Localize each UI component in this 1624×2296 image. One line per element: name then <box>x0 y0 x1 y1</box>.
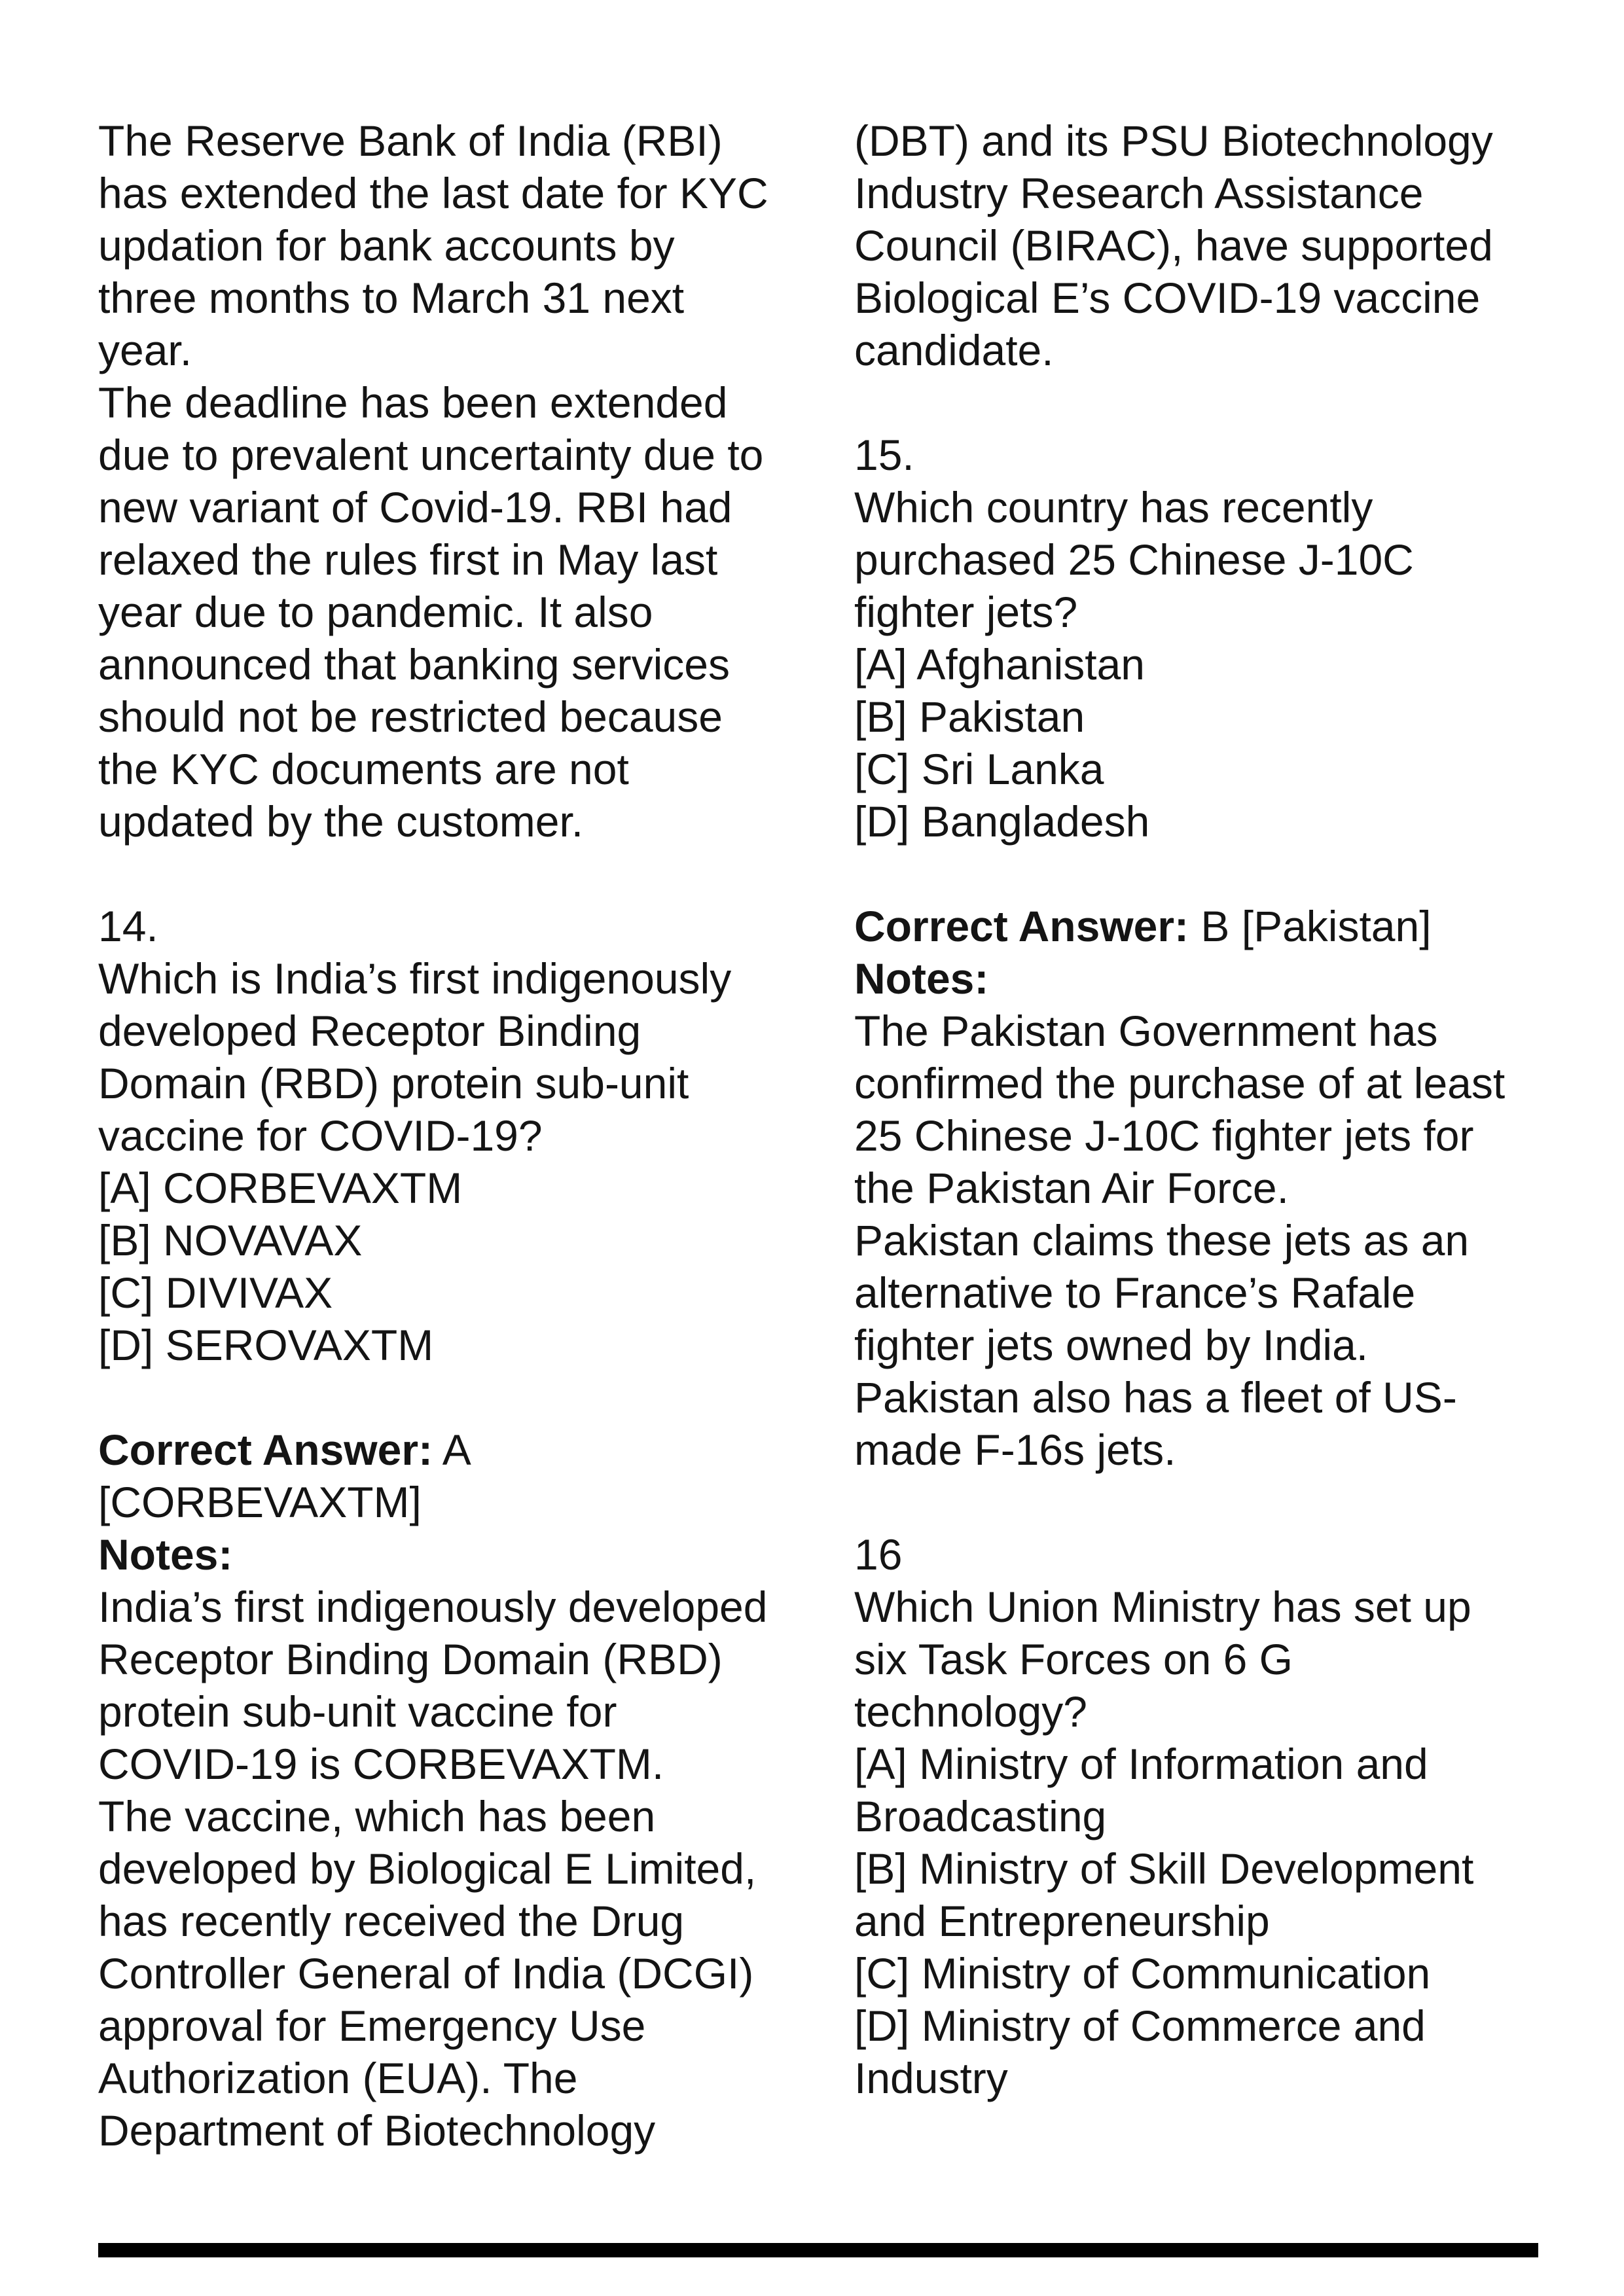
notes-text: (DBT) and its PSU Biotechnology <box>854 117 1493 165</box>
notes-heading: Notes: <box>854 954 989 1003</box>
notes-text: developed by Biological E Limited, <box>98 1844 757 1893</box>
text-line: year due to pandemic. It also <box>98 588 653 636</box>
text-line: year. <box>98 326 192 374</box>
notes-text: Receptor Binding Domain (RBD) <box>98 1635 723 1683</box>
option-c: [C] Sri Lanka <box>854 745 1104 793</box>
option-d-continued: Industry <box>854 2054 1008 2102</box>
notes-text: made F-16s jets. <box>854 1426 1176 1474</box>
option-d: [D] SEROVAXTM <box>98 1321 434 1369</box>
correct-answer-value: A <box>433 1426 471 1474</box>
footer-divider <box>98 2243 1538 2257</box>
spacer <box>854 376 1542 429</box>
text-line: updated by the customer. <box>98 797 584 846</box>
notes-text: protein sub-unit vaccine for <box>98 1687 617 1736</box>
question-14-notes-continued <box>854 115 1542 376</box>
notes-text: confirmed the purchase of at least <box>854 1059 1506 1107</box>
notes-text: candidate. <box>854 326 1054 374</box>
notes-text: has recently received the Drug <box>98 1897 685 1945</box>
text-line: three months to March 31 next <box>98 274 685 322</box>
correct-answer-value: B [Pakistan] <box>1189 902 1432 950</box>
option-d: [D] Ministry of Commerce and <box>854 2001 1426 2050</box>
question-text: six Task Forces on 6 G <box>854 1635 1293 1683</box>
correct-answer <box>854 900 1542 952</box>
option-b-continued: and Entrepreneurship <box>854 1897 1270 1945</box>
rbi-kyc-paragraph <box>98 115 812 848</box>
option-a: [A] Afghanistan <box>854 640 1145 689</box>
notes-text: Biological E’s COVID-19 vaccine <box>854 274 1481 322</box>
notes-text: The vaccine, which has been <box>98 1792 656 1840</box>
question-text: purchased 25 Chinese J-10C <box>854 535 1414 584</box>
notes-text: Industry Research Assistance <box>854 169 1424 217</box>
question-text: Which Union Ministry has set up <box>854 1583 1471 1631</box>
correct-answer-label: Correct Answer: <box>98 1426 433 1474</box>
text-line: announced that banking services <box>98 640 730 689</box>
notes-text: the Pakistan Air Force. <box>854 1164 1289 1212</box>
notes-text: 25 Chinese J-10C fighter jets for <box>854 1111 1474 1160</box>
option-a: [A] CORBEVAXTM <box>98 1164 463 1212</box>
notes-text: Controller General of India (DCGI) <box>98 1949 754 1998</box>
question-text: Domain (RBD) protein sub-unit <box>98 1059 689 1107</box>
text-line: due to prevalent uncertainty due to <box>98 431 764 479</box>
question-text: developed Receptor Binding <box>98 1007 641 1055</box>
text-line: updation for bank accounts by <box>98 221 675 270</box>
correct-answer <box>98 1424 812 1476</box>
notes-text: COVID-19 is CORBEVAXTM. <box>98 1740 664 1788</box>
spacer <box>98 848 812 900</box>
notes-label <box>854 952 1542 1005</box>
notes-text: Department of Biotechnology <box>98 2106 656 2155</box>
notes-text: Pakistan claims these jets as an <box>854 1216 1470 1265</box>
question-16 <box>854 1528 1542 2104</box>
question-number: 15. <box>854 431 914 479</box>
option-a: [A] Ministry of Information and <box>854 1740 1428 1788</box>
option-d: [D] Bangladesh <box>854 797 1150 846</box>
question-text: vaccine for COVID-19? <box>98 1111 543 1160</box>
option-b: [B] Ministry of Skill Development <box>854 1844 1474 1893</box>
notes-text: Pakistan also has a fleet of US- <box>854 1373 1457 1422</box>
notes-text: The Pakistan Government has <box>854 1007 1438 1055</box>
text-line: the KYC documents are not <box>98 745 629 793</box>
question-text: fighter jets? <box>854 588 1078 636</box>
notes-text: alternative to France’s Rafale <box>854 1268 1416 1317</box>
option-b: [B] Pakistan <box>854 692 1085 741</box>
spacer <box>854 1476 1542 1528</box>
text-line: The deadline has been extended <box>98 378 728 427</box>
notes-text: India’s first indigenously developed <box>98 1583 768 1631</box>
notes-text: fighter jets owned by India. <box>854 1321 1369 1369</box>
notes-text: approval for Emergency Use <box>98 2001 646 2050</box>
option-b: [B] NOVAVAX <box>98 1216 363 1265</box>
text-line: new variant of Covid-19. RBI had <box>98 483 732 531</box>
text-line: has extended the last date for KYC <box>98 169 768 217</box>
question-text: Which is India’s first indigenously <box>98 954 732 1003</box>
option-c: [C] Ministry of Communication <box>854 1949 1431 1998</box>
question-number: 16 <box>854 1530 903 1579</box>
question-15 <box>854 429 1542 1476</box>
notes-text: Authorization (EUA). The <box>98 2054 578 2102</box>
notes-label <box>98 1528 812 1581</box>
correct-answer-value-continued: [CORBEVAXTM] <box>98 1478 422 1526</box>
correct-answer-label: Correct Answer: <box>854 902 1189 950</box>
right-column <box>854 115 1542 2104</box>
notes-heading: Notes: <box>98 1530 233 1579</box>
text-line: should not be restricted because <box>98 692 723 741</box>
text-line: relaxed the rules first in May last <box>98 535 718 584</box>
spacer <box>854 848 1542 900</box>
text-line: The Reserve Bank of India (RBI) <box>98 117 723 165</box>
notes-text: Council (BIRAC), have supported <box>854 221 1493 270</box>
question-text: Which country has recently <box>854 483 1373 531</box>
option-c: [C] DIVIVAX <box>98 1268 333 1317</box>
option-a-continued: Broadcasting <box>854 1792 1107 1840</box>
question-text: technology? <box>854 1687 1087 1736</box>
question-14 <box>98 900 812 2157</box>
left-column <box>98 115 812 2157</box>
spacer <box>98 1371 812 1424</box>
question-number: 14. <box>98 902 158 950</box>
